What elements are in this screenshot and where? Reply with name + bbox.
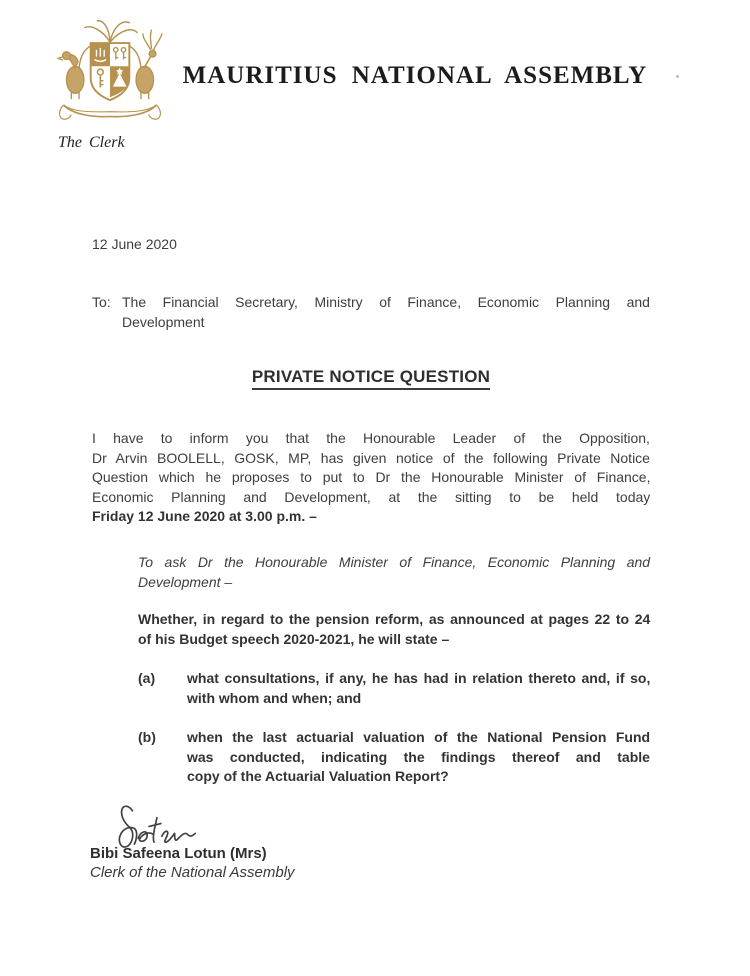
item-label: (b): [138, 729, 156, 745]
recipient-line: Development: [122, 313, 205, 330]
mauritius-coat-of-arms-icon: [42, 16, 178, 132]
question-subject-line: of his Budget speech 2020-2021, he will state –: [138, 630, 450, 647]
question-subject: [138, 610, 650, 649]
intro-line: I have to inform you that the Honourable Leader of the Opposition,: [92, 430, 650, 446]
signatory-title: Clerk of the National Assembly: [90, 864, 295, 881]
pnq-heading-wrap: [92, 367, 650, 390]
item-line: was conducted, indicating the findings thereof and table: [187, 748, 650, 765]
recipient-block: [92, 293, 650, 332]
item-line: copy of the Actuarial Valuation Report?: [187, 768, 449, 784]
org-name: MAURITIUS NATIONAL ASSEMBLY: [182, 62, 648, 89]
pnq-heading: PRIVATE NOTICE QUESTION: [252, 367, 490, 390]
item-line: with whom and when; and: [187, 689, 362, 706]
question-item-a: [138, 669, 650, 708]
intro-line: Economic Planning and Development, at the sitting to be held today: [92, 488, 651, 505]
intro-line: Question which he proposes to put to Dr the Honourable Minister of Finance,: [92, 469, 651, 485]
question-intro-line: Development –: [138, 573, 233, 590]
question-subject-line: Whether, in regard to the pension reform, as announced at pages 22 to 24: [138, 611, 651, 627]
date-line: 12 June 2020: [92, 236, 177, 252]
scan-speck: [676, 75, 679, 78]
recipient-label: To:: [92, 294, 111, 310]
intro-sitting-datetime: Friday 12 June 2020 at 3.00 p.m. –: [92, 508, 317, 524]
sender-title: The Clerk: [58, 134, 125, 151]
intro-paragraph: [92, 429, 650, 527]
question-intro: [138, 553, 650, 592]
item-line: what consultations, if any, he has had in relation thereto and, if so,: [187, 670, 651, 686]
recipient-line: The Financial Secretary, Ministry of Finance, Economic Planning and: [122, 294, 650, 310]
intro-line: Dr Arvin BOOLELL, GOSK, MP, has given notice of the following Private Notice: [92, 449, 650, 466]
question-intro-line: To ask Dr the Honourable Minister of Finance, Economic Planning and: [138, 554, 651, 570]
handwritten-signature-icon: [105, 798, 205, 852]
item-line: when the last actuarial valuation of the National Pension Fund: [187, 729, 651, 745]
question-item-b: [138, 728, 650, 787]
item-label: (a): [138, 670, 156, 686]
signatory-name: Bibi Safeena Lotun (Mrs): [90, 845, 267, 862]
